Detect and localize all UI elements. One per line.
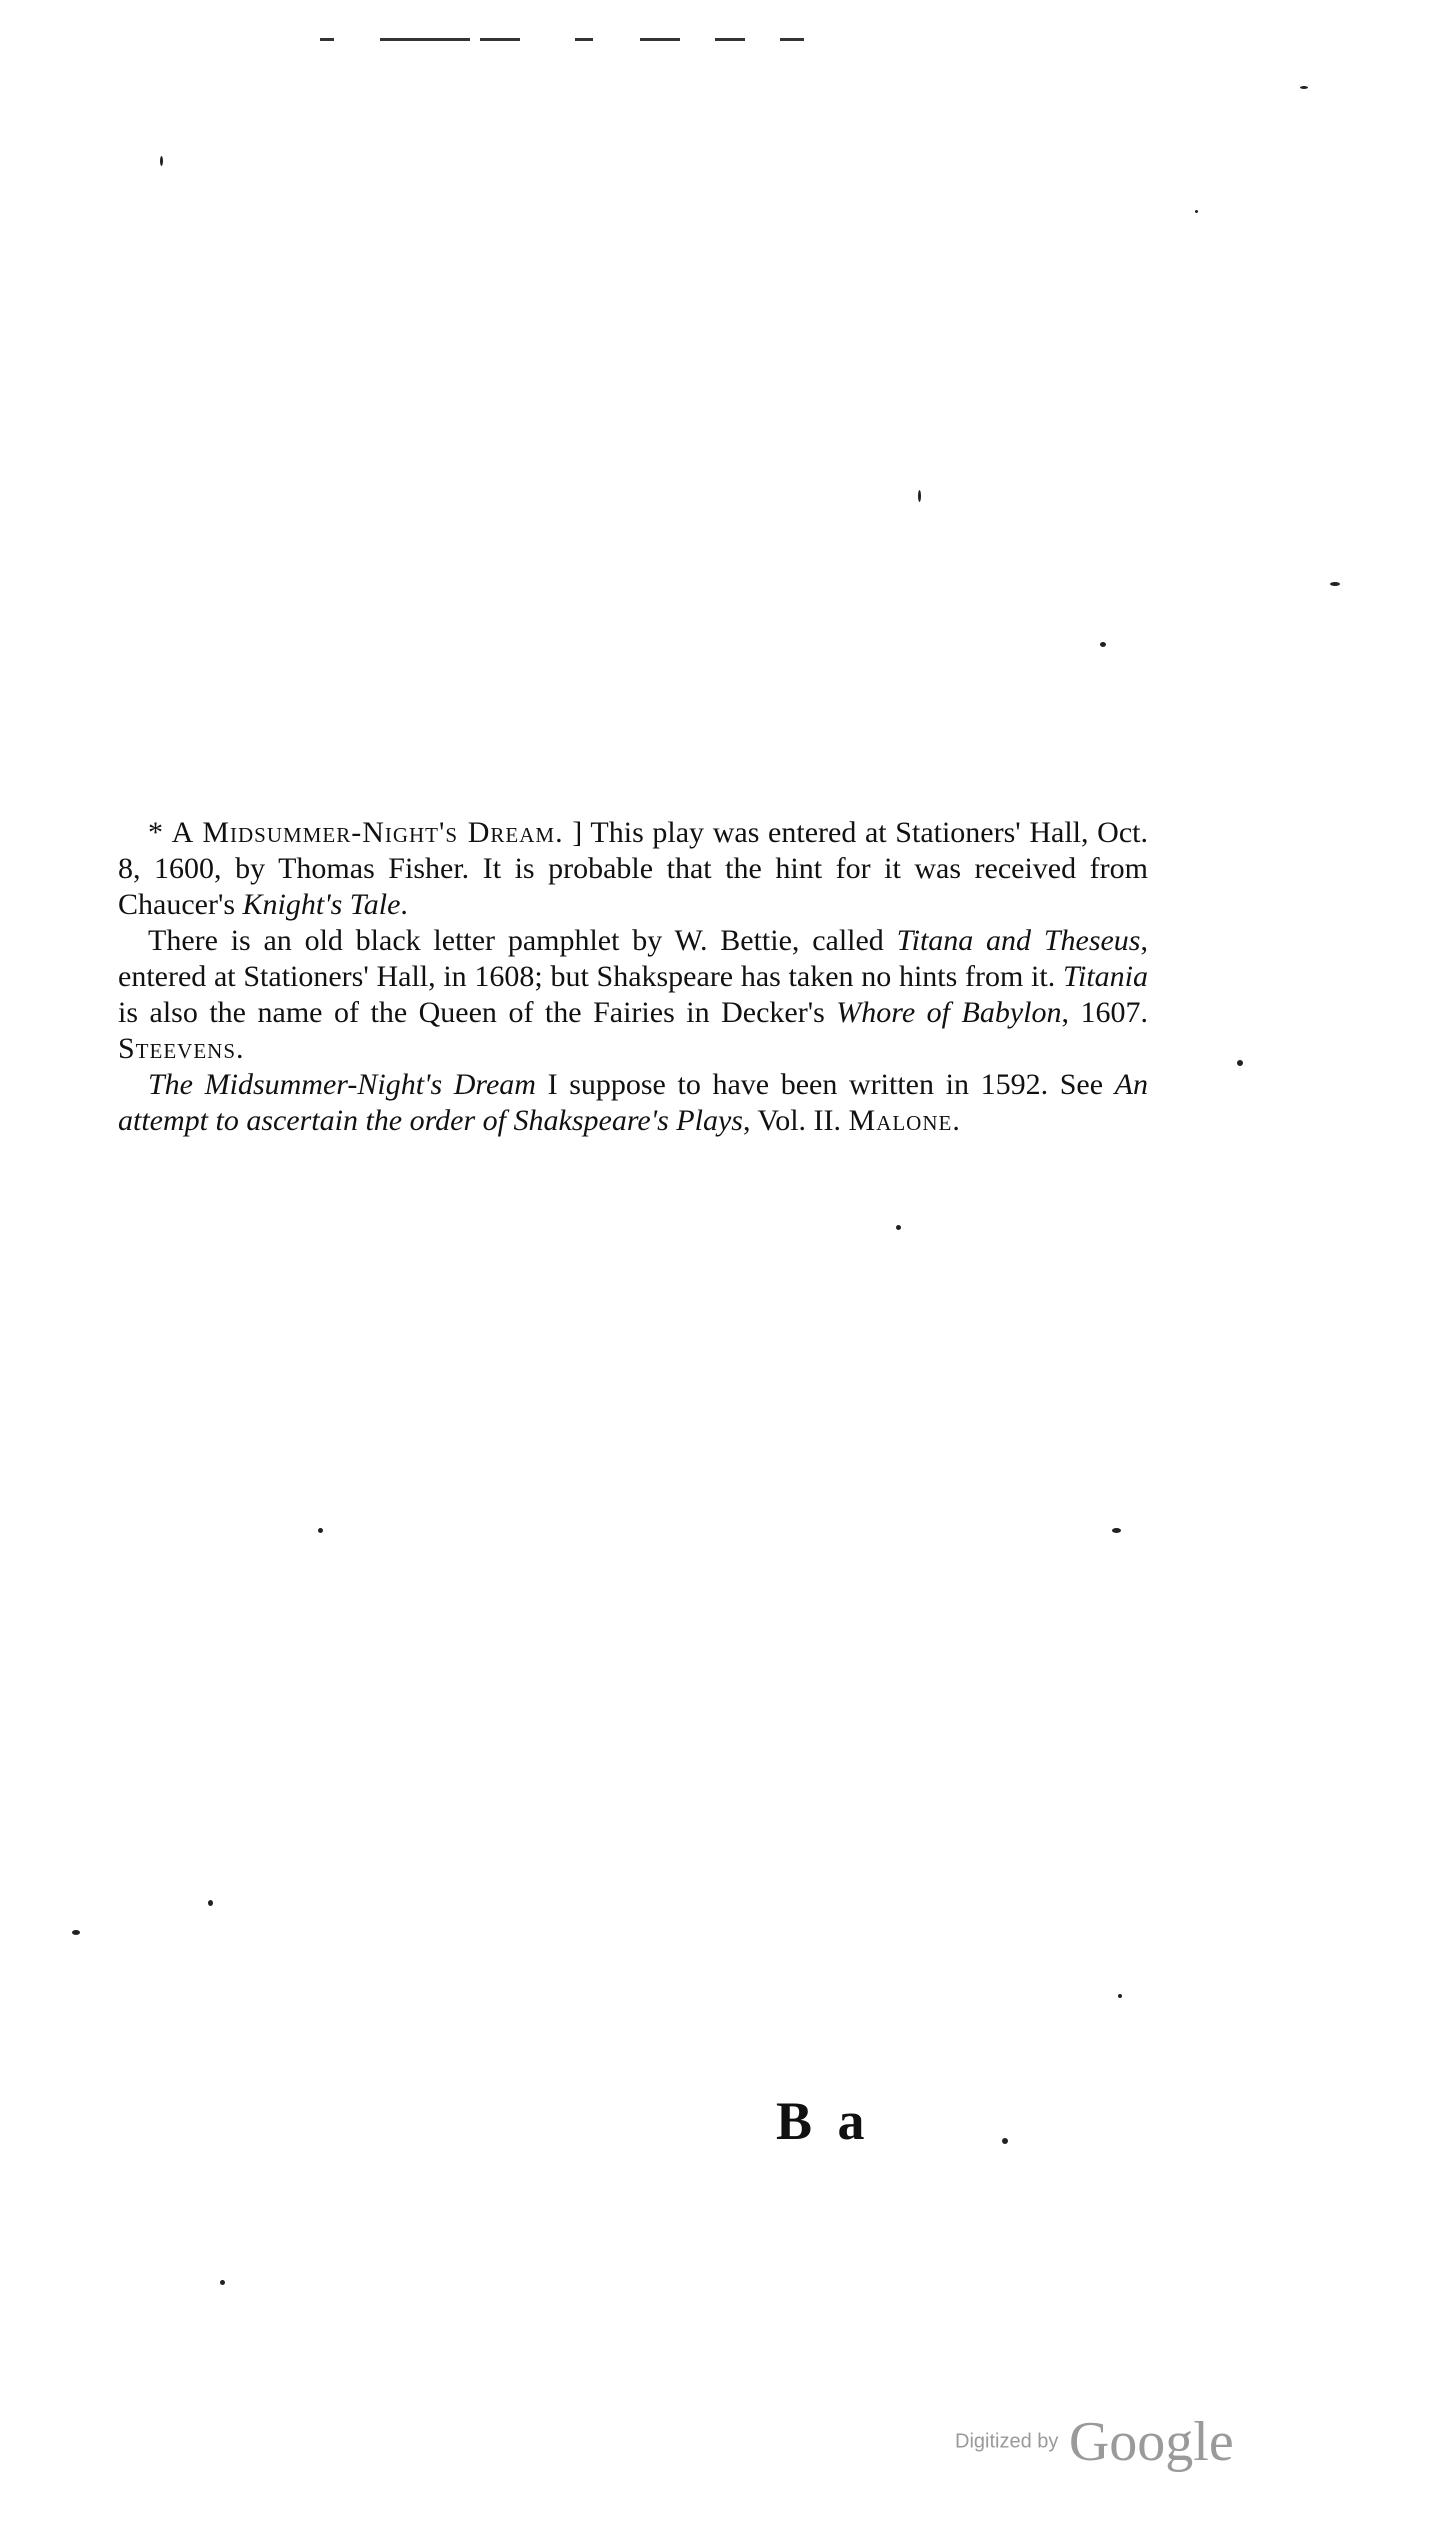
footnote-paragraph-1: * A Midsummer-Night's Dream. ] This play was entered at Stationers' Hall, Oct. 8, 1600, by Thomas Fisher. It is probable that the hint for it was received from Chaucer's Knight's Tale. bbox=[118, 816, 1148, 921]
footnote-paragraph-3: The Midsummer-Night's Dream I suppose to have been written in 1592. See An attempt to ascertain the order of Shakspeare's Plays, Vol. II. Malone. bbox=[118, 1068, 1148, 1137]
watermark-prefix: Digitized by bbox=[955, 2430, 1059, 2453]
watermark-brand-logo: Google bbox=[1068, 2411, 1234, 2473]
footnote-marker: * bbox=[148, 816, 163, 849]
paragraph-1-italic: Knight's Tale bbox=[242, 888, 401, 921]
digitization-watermark bbox=[955, 2410, 1234, 2474]
printer-signature-mark: B a bbox=[776, 2091, 871, 2151]
footnote-paragraph-2: There is an old black letter pamphlet by W. Bettie, called Titana and Theseus, entered at Stationers' Hall, in 1608; but Shakspeare has taken no hints from it. Titania is also the name of the Queen of the Fairies in Decker's Whore of Babylon, 1607. Steevens. bbox=[118, 924, 1149, 1065]
signature-steevens: Steevens. bbox=[118, 1032, 245, 1065]
signature-malone: Malone. bbox=[848, 1104, 961, 1137]
header-ink-marks bbox=[320, 38, 900, 48]
bracket: ] bbox=[572, 816, 583, 849]
paragraph-1-text: This play was entered at Stationers' Hall, Oct. 8, 1600, by Thomas Fisher. It is probable that the hint for it was received from Chaucer's bbox=[118, 816, 1148, 921]
play-title-heading: A Midsummer-Night's Dream. bbox=[171, 816, 564, 849]
footnote bbox=[118, 815, 1148, 1139]
